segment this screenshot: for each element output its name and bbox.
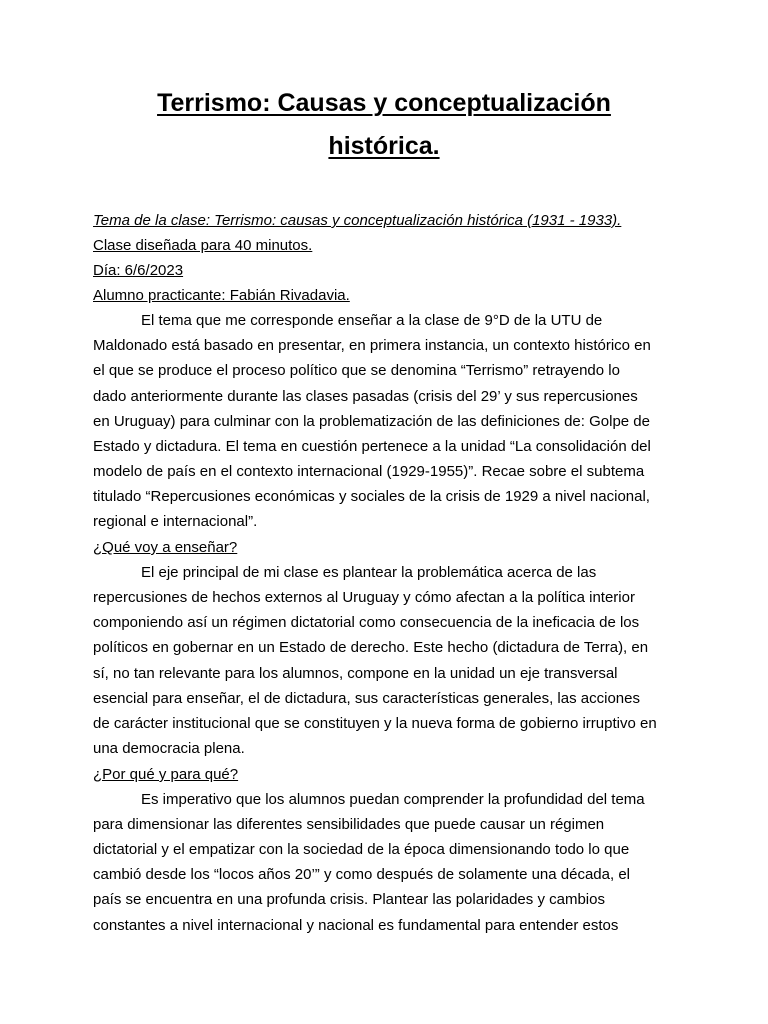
student-name: Alumno practicante: Fabián Rivadavia. <box>93 287 350 304</box>
paragraph-1-line: Estado y dictadura. El tema en cuestión pertenece a la unidad “La consolidación del <box>93 438 651 455</box>
paragraph-2-line: una democracia plena. <box>93 740 245 757</box>
paragraph-1-line: dado anteriormente durante las clases pasadas (crisis del 29’ y sus repercusiones <box>93 388 638 405</box>
paragraph-1-line: El tema que me corresponde enseñar a la clase de 9°D de la UTU de <box>141 312 603 329</box>
paragraph-2-line: El eje principal de mi clase es plantear la problemática acerca de las <box>141 564 597 581</box>
paragraph-1-line: el que se produce el proceso político que se denomina “Terrismo” retrayendo lo <box>93 362 620 379</box>
paragraph-2-line: sí, no tan relevante para los alumnos, compone en la unidad un eje transversal <box>93 665 618 682</box>
paragraph-2-line: de carácter institucional que se constituyen y la nueva forma de gobierno irruptivo en <box>93 715 657 732</box>
paragraph-3-line: cambió desde los “locos años 20’” y como después de solamente una década, el <box>93 866 630 883</box>
document-title-line-1: Terrismo: Causas y conceptualización <box>157 89 611 117</box>
section-heading-what: ¿Qué voy a enseñar? <box>93 539 238 556</box>
paragraph-2-line: repercusiones de hechos externos al Uruguay y cómo afectan a la política interior <box>93 589 635 606</box>
document-title-line-2: histórica. <box>328 132 440 160</box>
class-date: Día: 6/6/2023 <box>93 262 184 279</box>
paragraph-3-line: Es imperativo que los alumnos puedan comprender la profundidad del tema <box>141 791 645 808</box>
paragraph-1-line: en Uruguay) para culminar con la problematización de las definiciones de: Golpe de <box>93 413 650 430</box>
paragraph-3-line: para dimensionar las diferentes sensibilidades que puede causar un régimen <box>93 816 605 833</box>
paragraph-1-line: titulado “Repercusiones económicas y sociales de la crisis de 1929 a nivel nacional, <box>93 488 650 505</box>
paragraph-3-line: dictatorial y el empatizar con la sociedad de la época dimensionando todo lo que <box>93 841 630 858</box>
paragraph-3-line: país se encuentra en una profunda crisis. Plantear las polaridades y cambios <box>93 891 605 908</box>
paragraph-1-line: regional e internacional”. <box>93 513 258 530</box>
paragraph-1-line: Maldonado está basado en presentar, en primera instancia, un contexto histórico en <box>93 337 651 354</box>
paragraph-2-line: componiendo así un régimen dictatorial como consecuencia de la ineficacia de los <box>93 614 640 631</box>
paragraph-1-line: modelo de país en el contexto internacional (1929-1955)”. Recae sobre el subtema <box>93 463 645 480</box>
paragraph-2-line: esencial para enseñar, el de dictadura, sus características generales, las acciones <box>93 690 640 707</box>
class-duration: Clase diseñada para 40 minutos. <box>93 237 313 254</box>
section-heading-why: ¿Por qué y para qué? <box>93 766 239 783</box>
paragraph-3-line: constantes a nivel internacional y nacional es fundamental para entender estos <box>93 917 619 934</box>
paragraph-2-line: políticos en gobernar en un Estado de derecho. Este hecho (dictadura de Terra), en <box>93 639 649 656</box>
class-topic: Tema de la clase: Terrismo: causas y conceptualización histórica (1931 - 1933). <box>93 212 622 229</box>
